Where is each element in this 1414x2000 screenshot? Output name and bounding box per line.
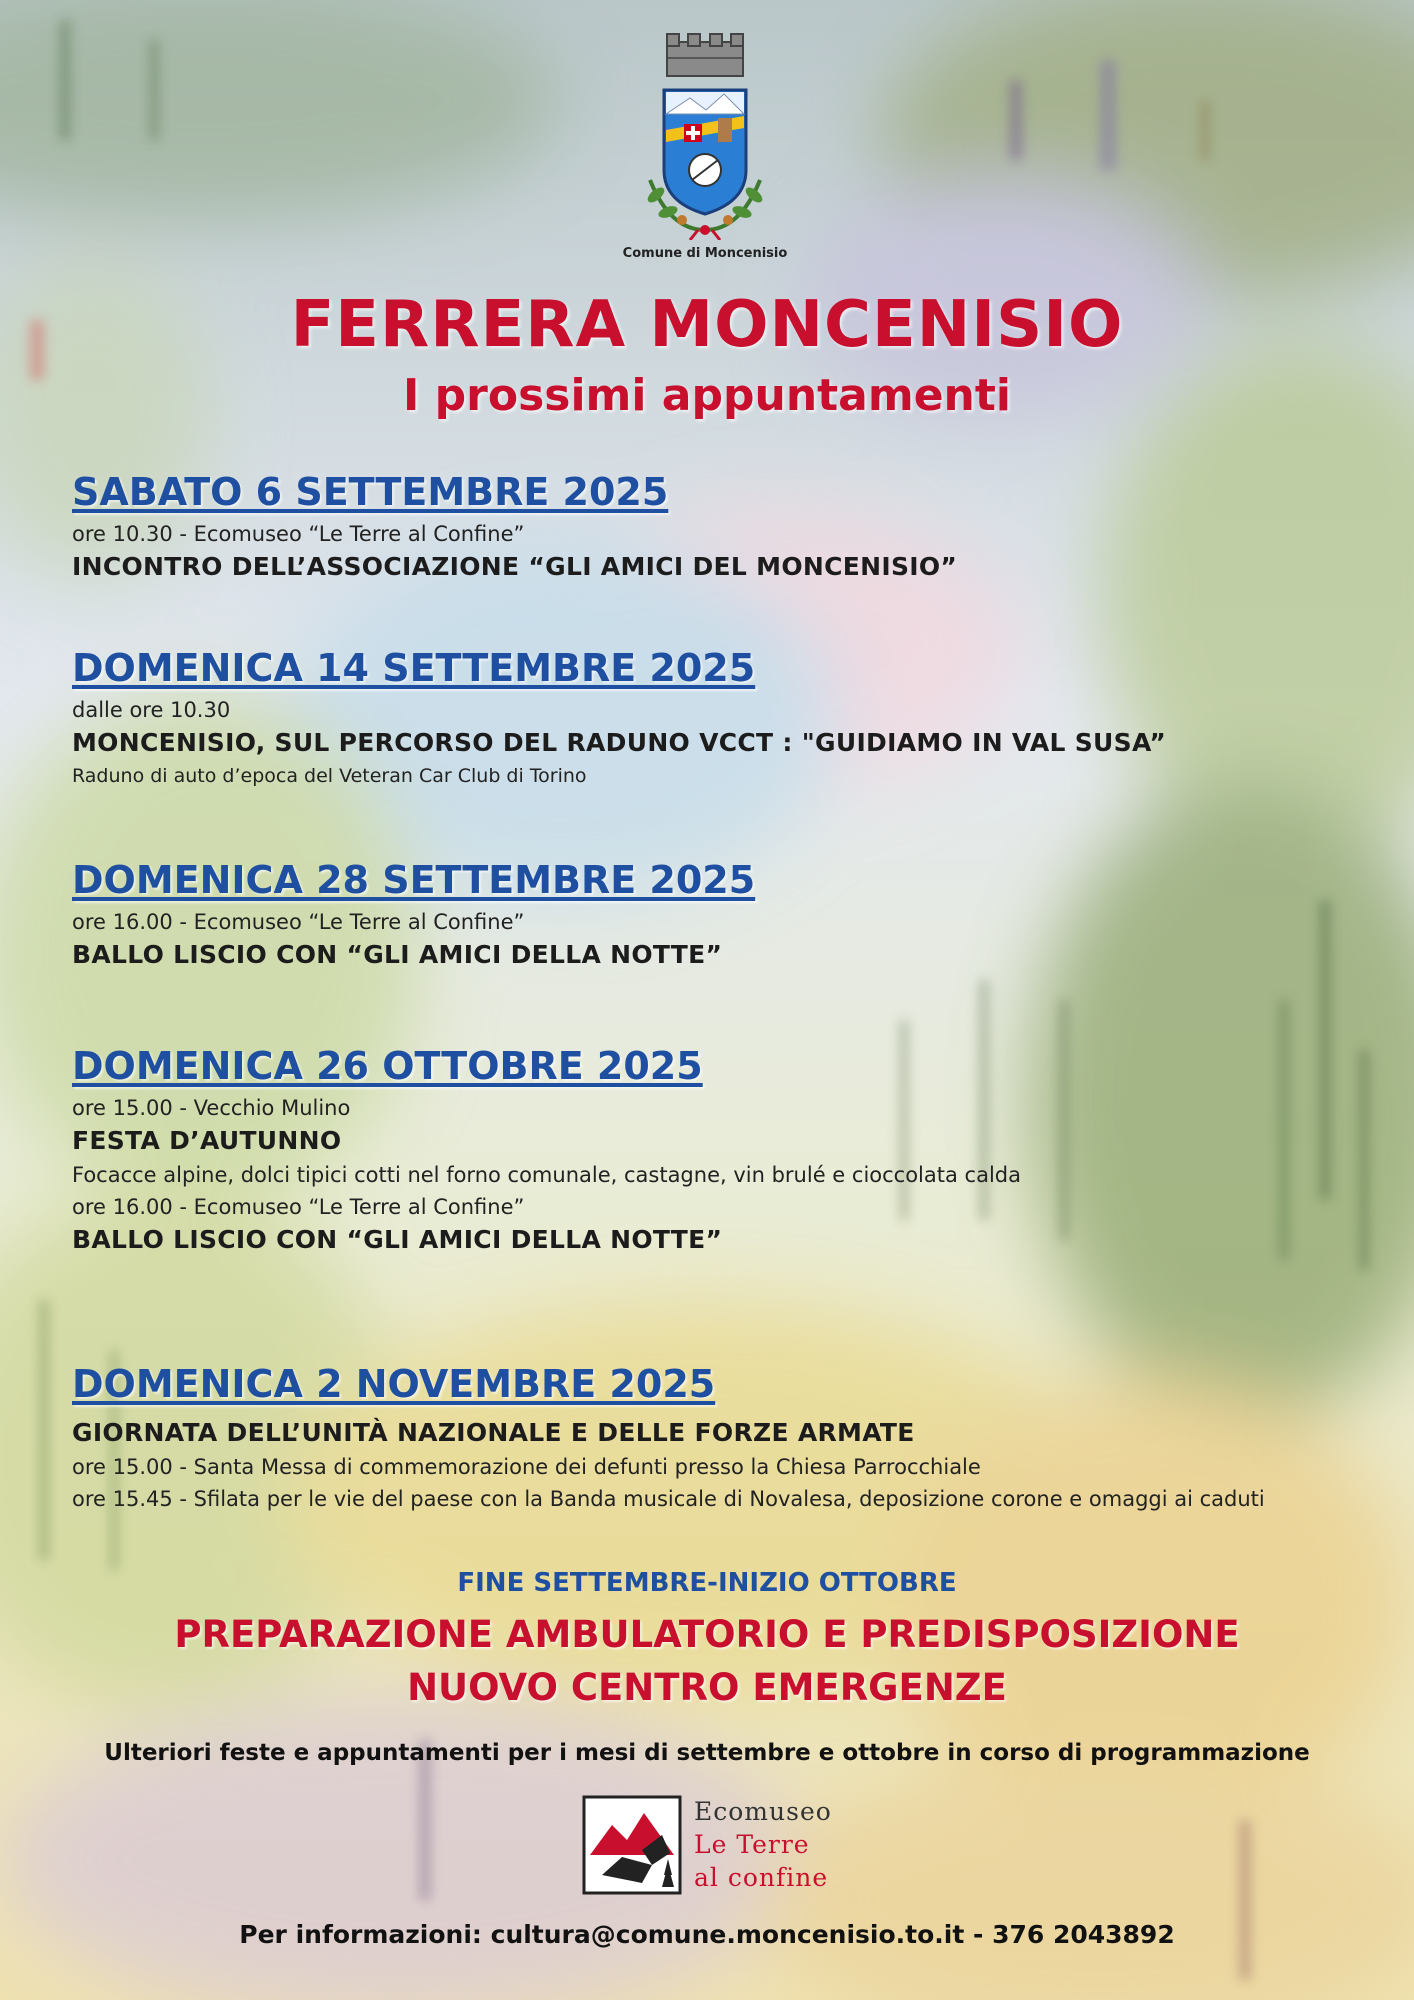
event-5 [72, 1362, 1384, 1511]
event-time: dalle ore 10.30 [72, 698, 231, 722]
announcement-text [0, 1608, 1414, 1714]
event-2 [72, 646, 1384, 787]
announcement-line-2: NUOVO CENTRO EMERGENZE [407, 1666, 1007, 1709]
event-date: DOMENICA 26 OTTOBRE 2025 [72, 1044, 703, 1088]
event-line-2: ore 15.45 - Sfilata per le vie del paese con la Banda musicale di Novalesa, deposizione corone e omaggi ai caduti [72, 1487, 1265, 1511]
event-time: ore 10.30 - Ecomuseo “Le Terre al Confine” [72, 522, 525, 546]
event-description: Raduno di auto d’epoca del Veteran Car Club di Torino [72, 765, 587, 787]
event-1 [72, 470, 1384, 581]
crest-caption: Comune di Moncenisio [622, 246, 788, 261]
event-title: GIORNATA DELL’UNITÀ NAZIONALE E DELLE FORZE ARMATE [72, 1418, 915, 1447]
event-3 [72, 858, 1384, 969]
footnote: Ulteriori feste e appuntamenti per i mesi di settembre e ottobre in corso di programmazione [104, 1740, 1310, 1766]
event-date: DOMENICA 28 SETTEMBRE 2025 [72, 858, 756, 902]
ecomuseo-logo [582, 1795, 882, 1895]
event-title-2: BALLO LISCIO CON “GLI AMICI DELLA NOTTE” [72, 1225, 723, 1254]
event-time-2: ore 16.00 - Ecomuseo “Le Terre al Confine” [72, 1195, 525, 1219]
comune-crest [620, 30, 790, 265]
event-title: MONCENISIO, SUL PERCORSO DEL RADUNO VCCT : "GUIDIAMO IN VAL SUSA” [72, 728, 1167, 757]
event-time: ore 15.00 - Vecchio Mulino [72, 1096, 351, 1120]
event-title: FESTA D’AUTUNNO [72, 1126, 342, 1155]
event-date: DOMENICA 14 SETTEMBRE 2025 [72, 646, 756, 690]
announcement-period: FINE SETTEMBRE-INIZIO OTTOBRE [457, 1568, 957, 1598]
event-description: Focacce alpine, dolci tipici cotti nel forno comunale, castagne, vin brulé e cioccolata calda [72, 1163, 1021, 1187]
page-title: FERRERA MONCENISIO [290, 288, 1124, 362]
event-title: INCONTRO DELL’ASSOCIAZIONE “GLI AMICI DEL MONCENISIO” [72, 552, 958, 581]
ecomuseo-label: Ecomuseo [694, 1797, 832, 1826]
crest-emblem-icon [620, 30, 790, 240]
announcement-line-1: PREPARAZIONE AMBULATORIO E PREDISPOSIZIONE [174, 1613, 1240, 1656]
event-title: BALLO LISCIO CON “GLI AMICI DELLA NOTTE” [72, 940, 723, 969]
event-time: ore 16.00 - Ecomuseo “Le Terre al Confine” [72, 910, 525, 934]
event-4 [72, 1044, 1384, 1254]
ecomuseo-name-1: Le Terre [694, 1830, 810, 1859]
contact-info: Per informazioni: cultura@comune.moncenisio.to.it - 376 2043892 [239, 1920, 1175, 1949]
event-line-1: ore 15.00 - Santa Messa di commemorazione dei defunti presso la Chiesa Parrocchiale [72, 1455, 981, 1479]
ecomuseo-mark-icon [582, 1795, 682, 1895]
ecomuseo-name-2: al confine [694, 1863, 829, 1892]
event-date: DOMENICA 2 NOVEMBRE 2025 [72, 1362, 716, 1406]
event-date: SABATO 6 SETTEMBRE 2025 [72, 470, 669, 514]
page-subtitle: I prossimi appuntamenti [402, 370, 1011, 421]
